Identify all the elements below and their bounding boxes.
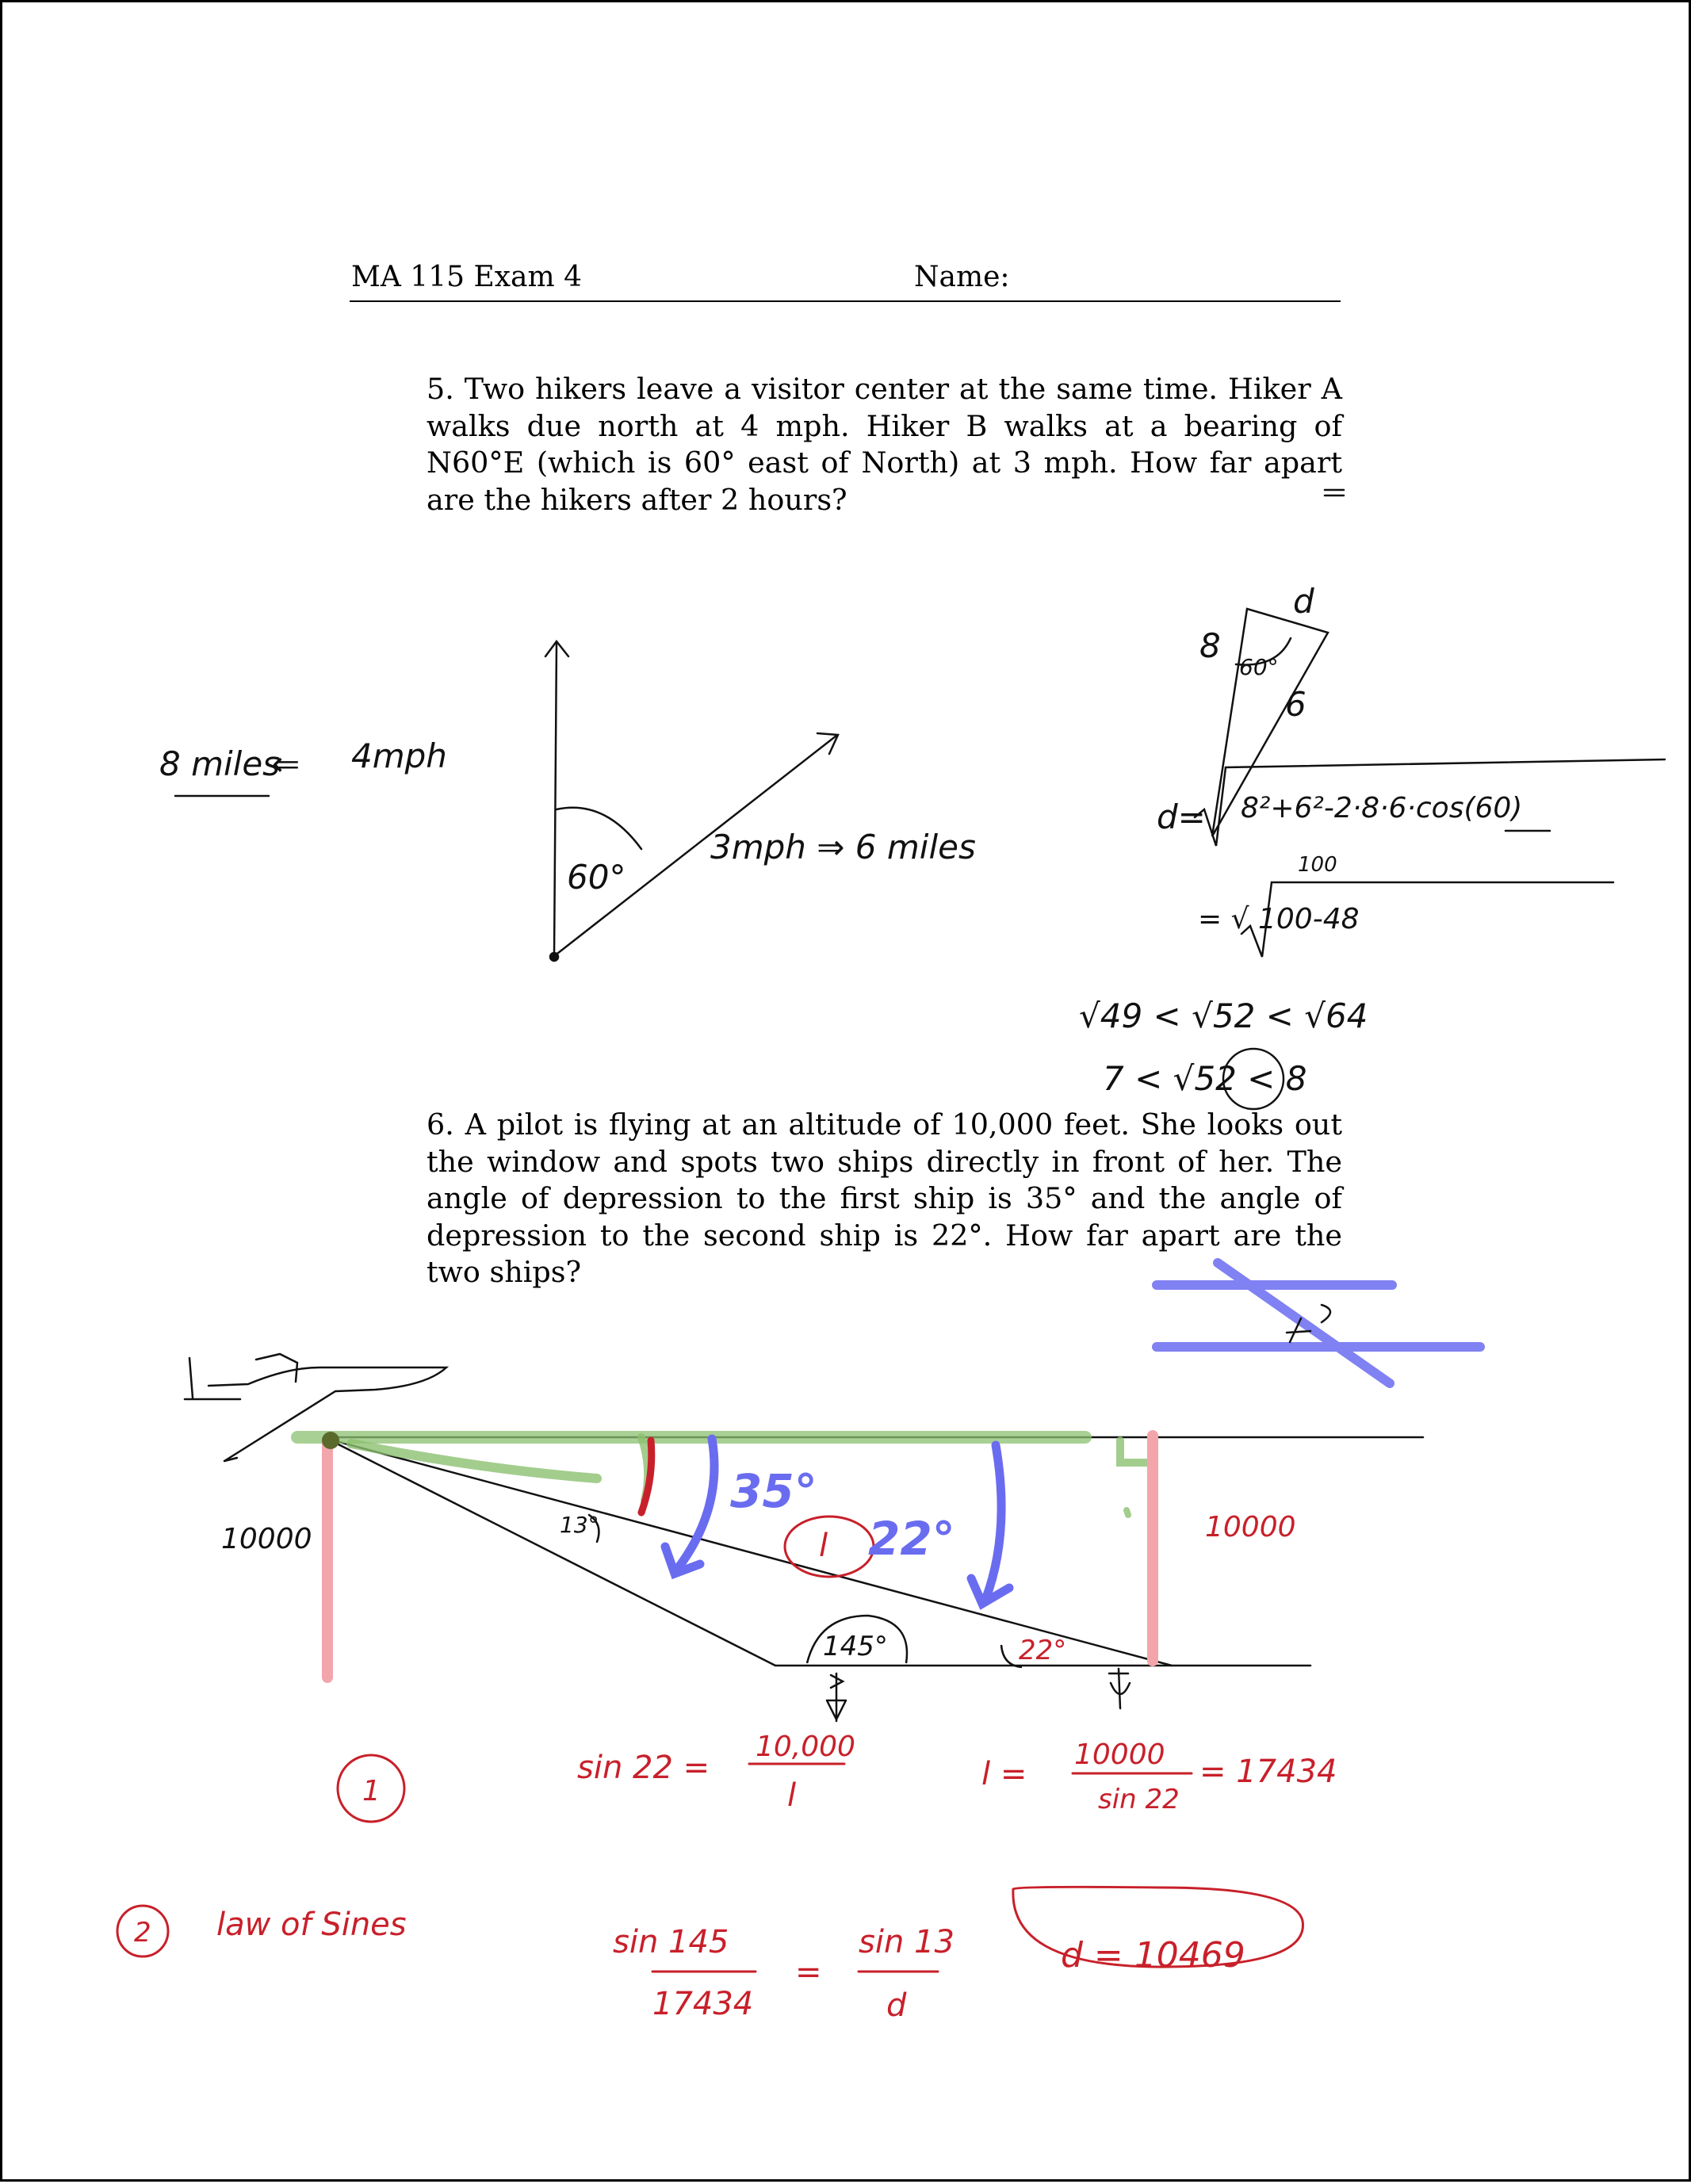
alt-left-text: 10000 bbox=[221, 1523, 312, 1555]
l-label-text: l bbox=[819, 1528, 828, 1564]
step2-lhs-num: sin 145 bbox=[613, 1924, 729, 1960]
tri-side-b-text: 6 bbox=[1285, 685, 1307, 724]
green-angle-stroke bbox=[351, 1444, 597, 1478]
final-answer: d = 10469 bbox=[1061, 1935, 1245, 1976]
formula-radicand-text: 8²+6²-2·8·6·cos(60) bbox=[1241, 792, 1523, 824]
step1-result: = 17434 bbox=[1199, 1754, 1337, 1790]
step2-label: law of Sines bbox=[216, 1907, 407, 1943]
green-dot-right bbox=[1127, 1510, 1128, 1515]
angle-60-arc bbox=[557, 808, 641, 849]
problem-5-text: 5. Two hikers leave a visitor center at the same time. Hiker A walks due north at 4 mph. Hiker B walks at a bearing of N60°E (which is 60° east of North) at 3 mph. How far apart are the hikers after 2 hours? bbox=[427, 372, 1342, 517]
step2-lhs-den: 17434 bbox=[652, 1986, 754, 2022]
step2-number: 2 bbox=[134, 1917, 151, 1949]
tri-side-d-text: d bbox=[1293, 582, 1314, 621]
l-circle bbox=[785, 1517, 874, 1577]
step2-rhs-den: d bbox=[886, 1987, 907, 2024]
alt-right-text: 10000 bbox=[1205, 1511, 1296, 1543]
bounds-1-text: √49 < √52 < √64 bbox=[1079, 996, 1368, 1035]
step1-l-text: l = bbox=[981, 1756, 1027, 1792]
step1-number: 1 bbox=[362, 1775, 381, 1807]
airplane bbox=[185, 1354, 446, 1461]
handwritten-annotations bbox=[2, 2, 1691, 2184]
blue-35-arrow bbox=[676, 1439, 714, 1570]
ship-1 bbox=[827, 1673, 846, 1721]
angle-22-red-text: 22° bbox=[1019, 1635, 1067, 1666]
formula-step2-text: = √ 100-48 bbox=[1198, 903, 1360, 935]
step1-sin-text: sin 22 = bbox=[577, 1750, 710, 1786]
p5-writing bbox=[159, 582, 1522, 1098]
angle-60-text: 60° bbox=[567, 858, 626, 897]
origin-dot bbox=[550, 953, 558, 961]
bounds-2-text: 7 < √52 < 8 bbox=[1103, 1059, 1307, 1098]
distance-a-text: 8 miles bbox=[159, 744, 281, 783]
angle-22-blue-text: 22° bbox=[868, 1512, 955, 1566]
step2-eq: = bbox=[795, 1954, 822, 1991]
ship-2 bbox=[1109, 1669, 1130, 1708]
step2-rhs-num: sin 13 bbox=[859, 1924, 955, 1960]
step1-l-den: sin 22 bbox=[1098, 1784, 1180, 1815]
name-label: Name: bbox=[914, 261, 1010, 293]
angle-145-text: 145° bbox=[823, 1631, 888, 1662]
tri-angle-text: 60° bbox=[1239, 654, 1279, 680]
north-vector bbox=[554, 643, 557, 956]
blue-22-arrow bbox=[985, 1445, 1001, 1600]
pilot-position-dot bbox=[322, 1432, 339, 1449]
step1-frac-den: l bbox=[787, 1777, 797, 1814]
rate-b-text: 3mph ⇒ 6 miles bbox=[710, 828, 976, 866]
arrow-a-text: ⇐ bbox=[272, 744, 300, 783]
formula-sub-text: 100 bbox=[1298, 853, 1337, 877]
formula-lhs-text: d= bbox=[1157, 797, 1206, 836]
course-title: MA 115 Exam 4 bbox=[351, 261, 582, 293]
angle-13-text: 13° bbox=[560, 1512, 599, 1538]
green-right-corner bbox=[1120, 1440, 1149, 1463]
step1-frac-num: 10,000 bbox=[756, 1731, 855, 1763]
hour-underline bbox=[1325, 490, 1344, 495]
problem-6-text: 6. A pilot is flying at an altitude of 10,000 feet. She looks out the window and spots two ships directly in front of her. The angle of depression to the first ship is 35° and the angle of depression to the second ship is 22°. How far apart are the two ships? bbox=[427, 1107, 1342, 1289]
tri-side-a-text: 8 bbox=[1199, 626, 1221, 665]
angle-35-text: 35° bbox=[730, 1464, 817, 1518]
rate-a-text: 4mph bbox=[351, 736, 447, 775]
step1-l-num: 10000 bbox=[1074, 1738, 1165, 1771]
p6-sketch bbox=[117, 1263, 1480, 1972]
